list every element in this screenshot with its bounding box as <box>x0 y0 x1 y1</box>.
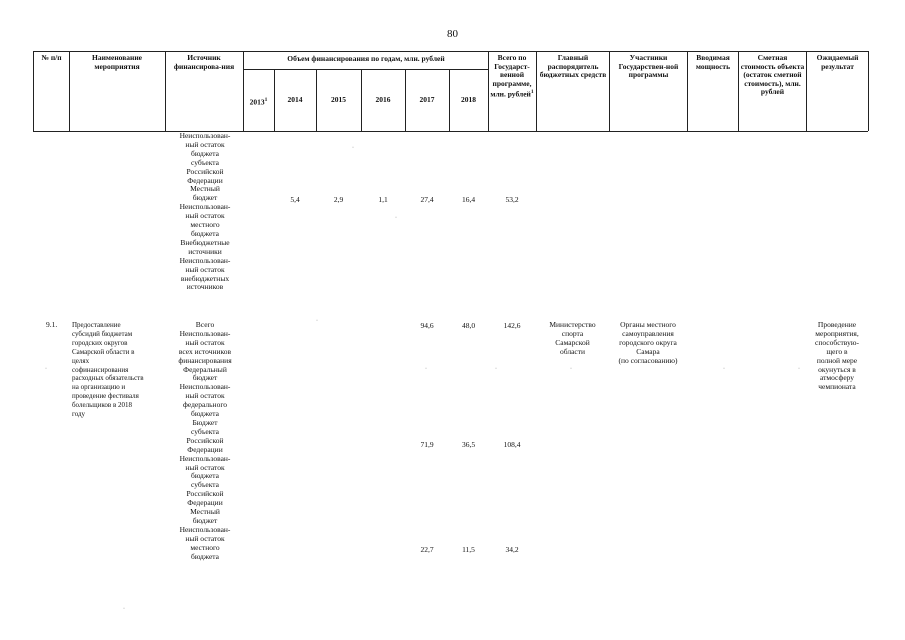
header-name: Наименование мероприятия <box>92 53 142 71</box>
item-subject-2018: 36,5 <box>461 440 476 449</box>
header-estimate: Сметная стоимость объекта (остаток сметной стоимость), млн. рублей <box>740 53 805 96</box>
source-line: Российской <box>186 489 224 499</box>
result-line: атмосферу <box>819 373 855 383</box>
source-line: субъекта <box>191 157 219 167</box>
item-manager <box>536 321 609 357</box>
source-line: Неиспользован- <box>179 202 231 212</box>
participant-line: самоуправления <box>622 328 674 338</box>
source-line: Бюджет <box>192 417 218 427</box>
manager-line: области <box>559 346 586 356</box>
item-participants <box>609 321 687 366</box>
source-line: бюджета <box>191 148 219 158</box>
header-year-2014: 2014 <box>287 95 303 104</box>
source-line: ный остаток <box>185 139 225 149</box>
upper-local-2018: 16,4 <box>461 195 476 204</box>
item-name-line: проведение фестиваля <box>72 392 139 401</box>
header-participants: Участники Государствен-ной программы <box>618 53 679 79</box>
source-line: федерального <box>183 400 227 410</box>
scan-speck: · <box>723 366 725 372</box>
scan-speck: · <box>316 318 318 324</box>
item-result <box>806 321 868 392</box>
participant-line: городского округа <box>619 337 677 347</box>
source-line: Неиспользован- <box>179 453 231 463</box>
upper-local-2016: 1,1 <box>378 195 388 204</box>
scan-speck: · <box>495 366 497 372</box>
source-line: субъекта <box>191 426 219 436</box>
header-total: Всего по Государст-венной программе, млн. рублей$^1$ <box>490 53 534 99</box>
source-line: ный остаток <box>185 391 225 401</box>
source-line: ный остаток <box>185 211 225 221</box>
item-name-line: Самарской области в <box>72 347 135 356</box>
source-line: Неиспользован- <box>179 382 231 392</box>
source-line: Неиспользован- <box>179 524 231 534</box>
upper-local-2015: 2,9 <box>333 195 344 204</box>
source-line: Местный <box>190 184 220 194</box>
item-subject-2017: 71,9 <box>420 440 434 449</box>
source-line: бюджета <box>191 409 219 419</box>
source-line: Внебюджетные <box>180 237 230 247</box>
item-name-line: на организацию и <box>72 383 126 392</box>
source-line: Неиспользован- <box>179 328 231 338</box>
item-name-line: городских округов <box>72 338 128 347</box>
header-manager: Главный распорядитель бюджетных средств <box>539 53 607 79</box>
source-line: бюджета <box>191 471 219 481</box>
result-line: мероприятия, <box>815 328 859 338</box>
item-local-sum: 34,2 <box>505 545 519 554</box>
participant-line: Самара <box>636 346 660 356</box>
source-line: источников <box>186 282 224 292</box>
item-total-2017: 94,6 <box>420 321 434 330</box>
source-line: Федерации <box>187 444 223 454</box>
header-year-2016: 2016 <box>375 95 391 104</box>
source-line: Федеральный <box>183 364 227 374</box>
source-line: источники <box>188 246 222 256</box>
source-line: бюджет <box>192 193 218 203</box>
item-number: 9.1. <box>46 320 58 329</box>
header-result: Ожидаемый результат <box>816 53 859 71</box>
item-total-2018: 48,0 <box>461 321 476 330</box>
result-line: окунуться в <box>818 364 856 374</box>
scan-speck: · <box>395 215 397 221</box>
scan-speck: · <box>798 366 800 372</box>
upper-source-list <box>165 132 245 292</box>
header-year-2017: 2017 <box>419 95 435 104</box>
source-line: Российской <box>186 166 224 176</box>
scan-speck: · <box>45 366 47 372</box>
source-line: Неиспользован- <box>179 131 231 140</box>
manager-line: Самарской <box>555 337 590 347</box>
manager-line: Министерство <box>549 320 596 329</box>
source-line: бюджет <box>192 373 218 383</box>
result-line: чемпионата <box>818 382 856 392</box>
item-name-line: субсидий бюджетам <box>72 329 133 338</box>
header-num: № п/п <box>41 53 62 62</box>
item-name-line: софинансирования <box>72 365 129 374</box>
item-local-2017: 22,7 <box>420 545 434 554</box>
source-line: ный остаток <box>185 337 225 347</box>
source-line: ный остаток <box>185 533 225 543</box>
item-local-2018: 11,5 <box>462 545 475 554</box>
item-name-line: расходных обязательств <box>72 374 144 383</box>
header-volume: Объем финансирования по годам, млн. рублей <box>287 54 445 63</box>
participant-line: Органы местного <box>620 320 676 329</box>
item-name-line: году <box>72 410 86 419</box>
source-line: Местный <box>190 507 220 517</box>
source-line: финансирования <box>178 355 232 365</box>
scan-speck: · <box>570 366 572 372</box>
item-name-line: целях <box>72 356 90 365</box>
item-name <box>72 321 167 419</box>
result-line: щего в <box>826 346 848 356</box>
upper-local-2017: 27,4 <box>420 195 434 204</box>
scan-speck: · <box>123 606 125 612</box>
header-year-2018: 2018 <box>461 95 476 104</box>
source-line: внебюджетных <box>180 273 230 283</box>
header-year-2013: 2013$^1$ <box>249 97 268 107</box>
source-line: местного <box>190 220 220 230</box>
source-line: всех источников <box>178 346 232 356</box>
result-line: полной мере <box>816 355 858 365</box>
participant-line: (по согласованию) <box>618 355 678 365</box>
manager-line: спорта <box>561 328 584 338</box>
source-line: Федерации <box>187 498 223 508</box>
result-line: способствую- <box>815 337 859 347</box>
source-line: Неиспользован- <box>179 255 231 265</box>
source-line: Федерации <box>187 175 223 185</box>
source-line: бюджета <box>191 228 219 238</box>
source-line: субъекта <box>191 480 219 490</box>
upper-local-2014: 5,4 <box>290 195 300 204</box>
source-line: местного <box>190 542 220 552</box>
result-line: Проведение <box>817 320 857 329</box>
upper-local-total: 53,2 <box>505 195 519 204</box>
item-source-list <box>165 321 245 561</box>
item-name-line: Предоставление <box>72 321 121 329</box>
header-capacity: Вводимая мощность <box>695 53 731 71</box>
header-source: Источник финансирова-ния <box>173 53 235 71</box>
source-line: ный остаток <box>185 264 225 274</box>
page-number: 80 <box>447 28 458 40</box>
header-year-2015: 2015 <box>331 95 346 104</box>
source-line: Всего <box>195 320 215 329</box>
item-name-line: болельщиков в 2018 <box>72 401 133 410</box>
scan-speck: · <box>425 366 427 372</box>
scan-speck: · <box>352 145 354 151</box>
source-line: бюджет <box>192 515 218 525</box>
source-line: Российской <box>186 435 224 445</box>
source-line: ный остаток <box>185 462 225 472</box>
item-subject-sum: 108,4 <box>503 440 521 449</box>
item-total-sum: 142,6 <box>503 321 521 330</box>
source-line: бюджета <box>191 551 219 561</box>
